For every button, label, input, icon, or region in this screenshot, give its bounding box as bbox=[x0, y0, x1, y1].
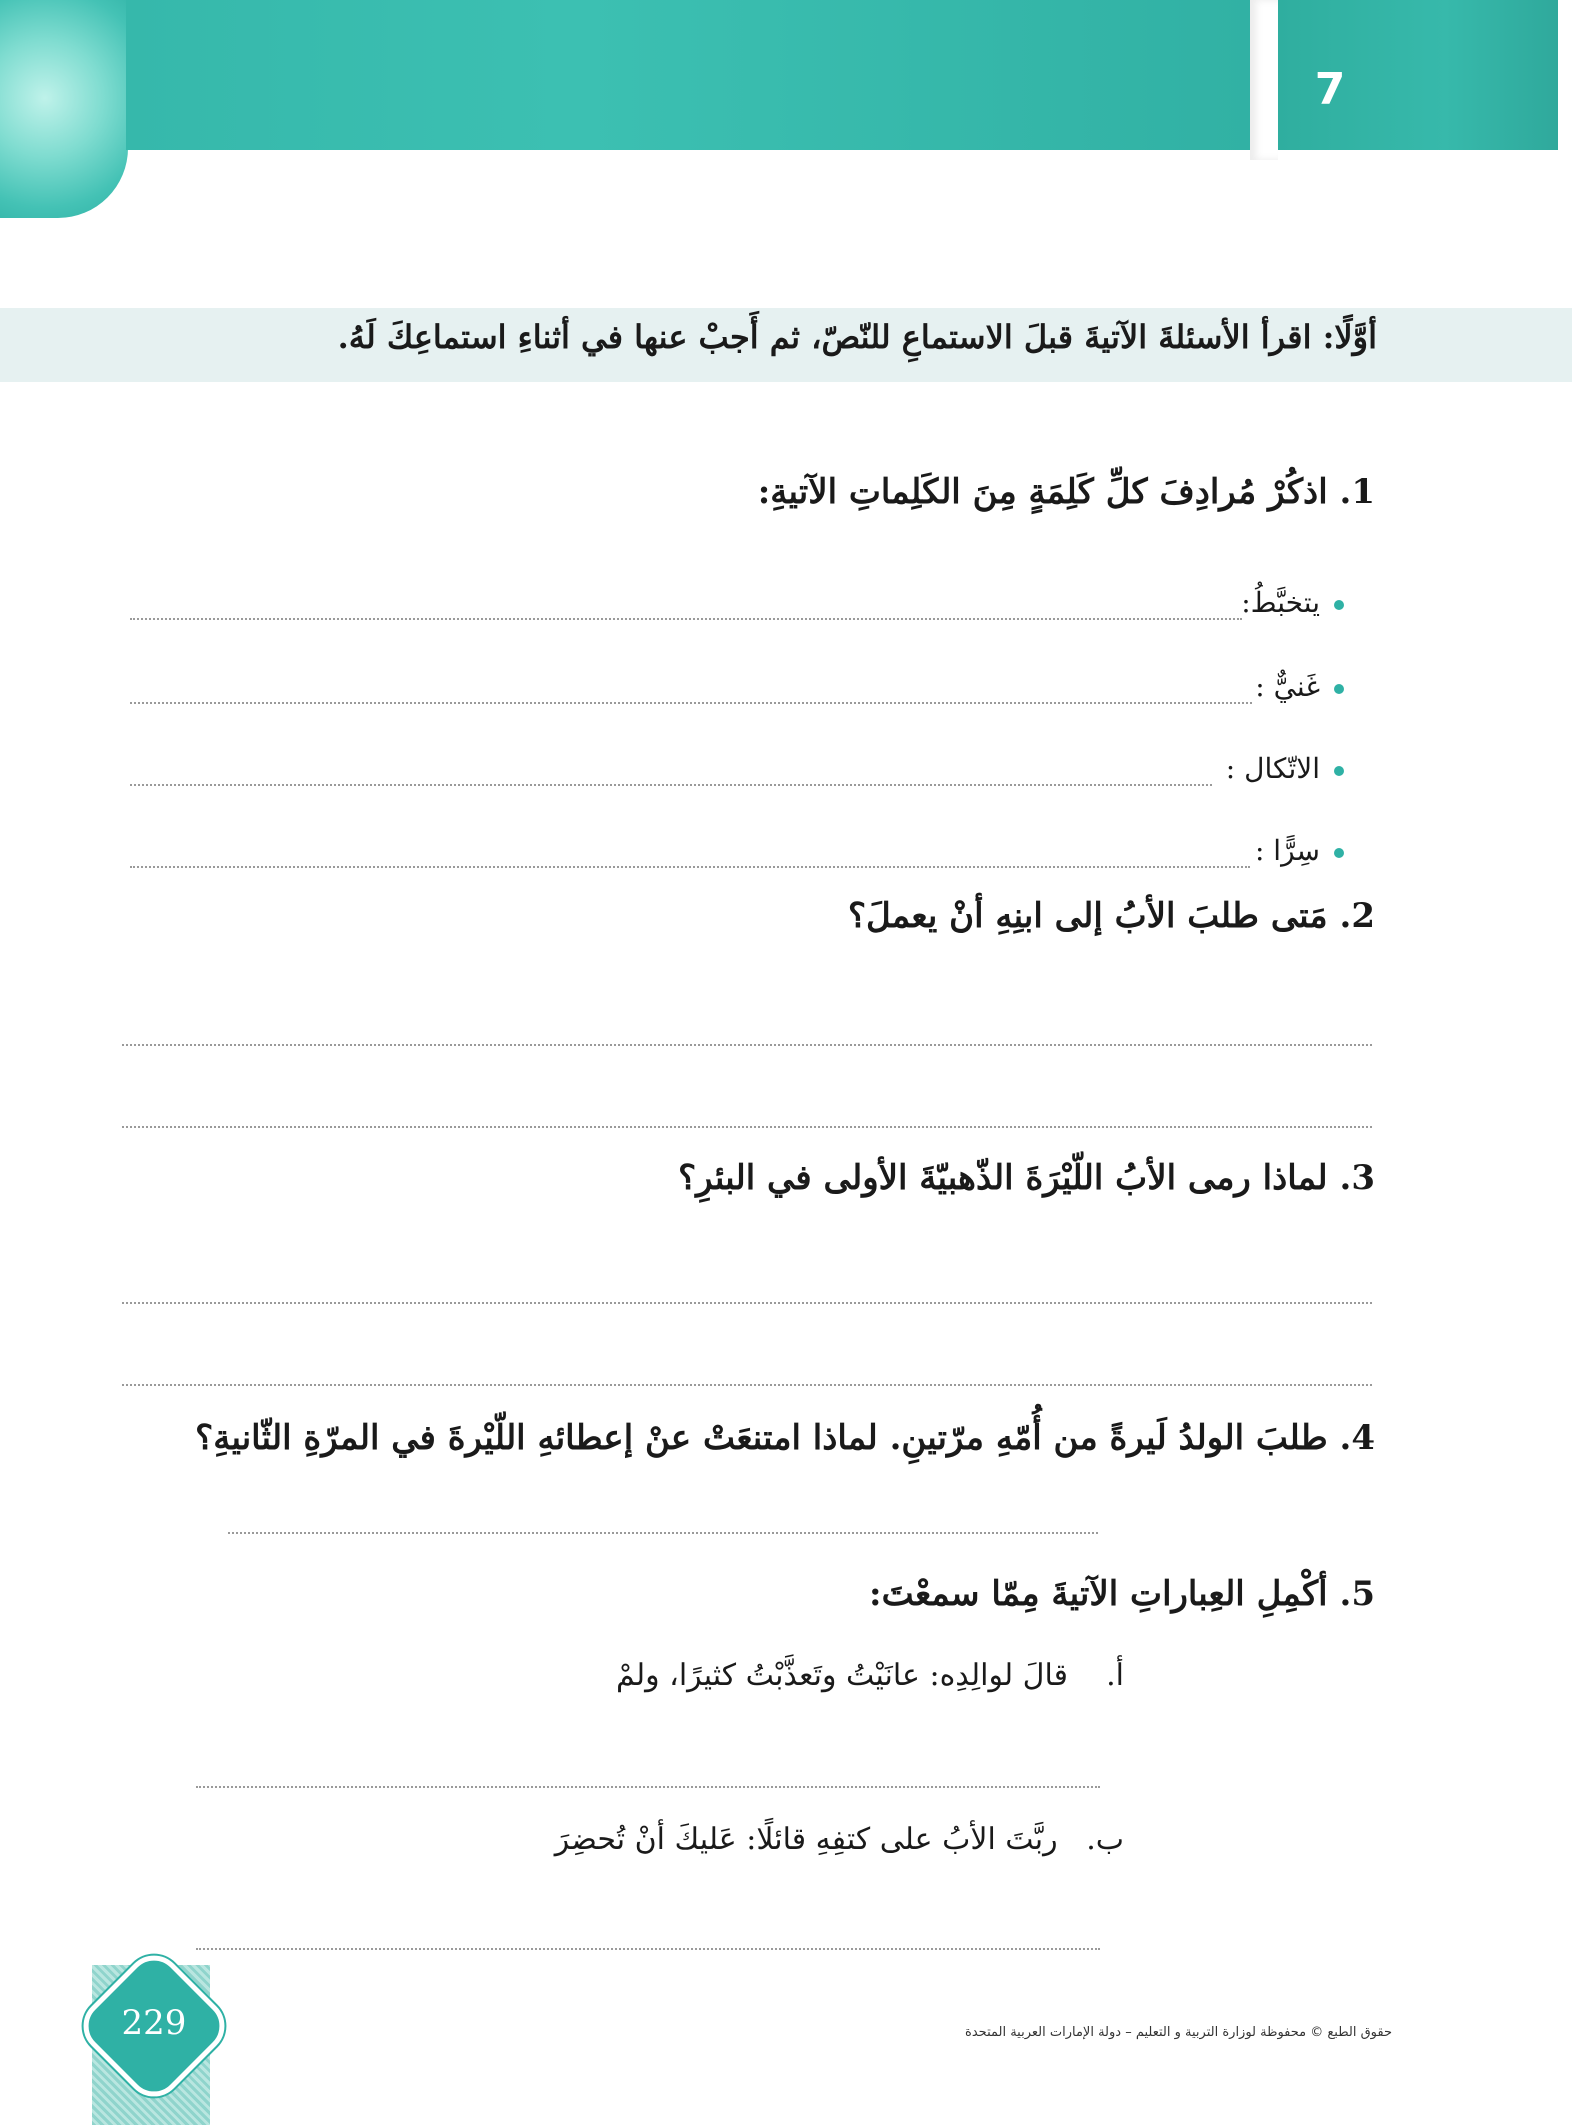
question-3 bbox=[678, 1158, 1375, 1198]
answer-line[interactable] bbox=[130, 618, 1242, 620]
answer-line[interactable] bbox=[130, 784, 1212, 786]
bullet-icon bbox=[1334, 766, 1344, 776]
answer-line[interactable] bbox=[122, 1384, 1372, 1386]
answer-line[interactable] bbox=[196, 1786, 1100, 1788]
synonym-item: غَنيٌّ : bbox=[1255, 670, 1344, 703]
instruction-text: أوَّلًا: اقرأ الأسئلةَ الآتيةَ قبلَ الاستماعِ للنّصّ، ثم أَجبْ عنها في أثناءِ استماعِكَ لَهُ. bbox=[337, 318, 1377, 356]
answer-line[interactable] bbox=[228, 1532, 1098, 1534]
question-text: مَتى طلبَ الأبُ إلى ابنِهِ أنْ يعملَ؟ bbox=[847, 896, 1328, 936]
question-1 bbox=[758, 472, 1375, 512]
synonym-item: الاتّكال : bbox=[1226, 752, 1344, 785]
header-divider bbox=[1250, 0, 1278, 160]
question-number: 2. bbox=[1339, 896, 1375, 936]
item-label: ب. bbox=[1086, 1822, 1124, 1857]
page-number: 229 bbox=[121, 2003, 187, 2043]
header-band bbox=[126, 0, 1250, 150]
copyright-notice: حقوق الطبع © محفوظة لوزارة التربية و التعليم – دولة الإمارات العربية المتحدة bbox=[965, 2025, 1392, 2040]
chapter-number: 7 bbox=[1314, 64, 1346, 115]
answer-line[interactable] bbox=[130, 702, 1252, 704]
question-number: 1. bbox=[1339, 472, 1375, 512]
question-text: لماذا رمى الأبُ اللّيْرَةَ الذّهبيّةَ الأولى في البئرِ؟ bbox=[678, 1158, 1328, 1198]
question-text: اذكُرْ مُرادِفَ كلِّ كَلِمَةٍ مِنَ الكَلِماتِ الآتيةِ: bbox=[757, 472, 1328, 512]
answer-line[interactable] bbox=[122, 1302, 1372, 1304]
question-4 bbox=[195, 1418, 1375, 1458]
answer-line[interactable] bbox=[122, 1044, 1372, 1046]
question-number: 4. bbox=[1339, 1418, 1375, 1458]
completion-item-a bbox=[616, 1658, 1124, 1693]
item-label: أ. bbox=[1106, 1658, 1124, 1693]
bullet-icon bbox=[1334, 600, 1344, 610]
bullet-icon bbox=[1334, 684, 1344, 694]
answer-line[interactable] bbox=[122, 1126, 1372, 1128]
question-number: 5. bbox=[1339, 1574, 1375, 1614]
synonym-item: سِرًّا : bbox=[1255, 834, 1344, 867]
question-number: 3. bbox=[1339, 1158, 1375, 1198]
question-text: طلبَ الولدُ لَيرةً من أُمّهِ مرّتينِ. لماذا امتنعَتْ عنْ إعطائهِ اللّيْرةَ في المرّةِ الثّانيةِ؟ bbox=[195, 1418, 1328, 1458]
bullet-icon bbox=[1334, 848, 1344, 858]
answer-line[interactable] bbox=[130, 866, 1250, 868]
synonym-item: يتخبَّطُ: bbox=[1241, 586, 1344, 619]
question-5 bbox=[869, 1574, 1375, 1614]
corner-decoration bbox=[0, 0, 128, 218]
item-text: ربَّتَ الأبُ على كتفِهِ قائلًا: عَليكَ أنْ تُحضِرَ bbox=[554, 1822, 1058, 1857]
answer-line[interactable] bbox=[196, 1948, 1100, 1950]
completion-item-b bbox=[555, 1822, 1124, 1857]
question-text: أكْمِلِ العِباراتِ الآتيةَ مِمّا سمعْتَ: bbox=[869, 1574, 1328, 1614]
item-text: قالَ لوالِدِه: عانَيْتُ وتَعذَّبْتُ كثيرًا، ولمْ bbox=[616, 1658, 1068, 1693]
question-2 bbox=[848, 896, 1375, 936]
